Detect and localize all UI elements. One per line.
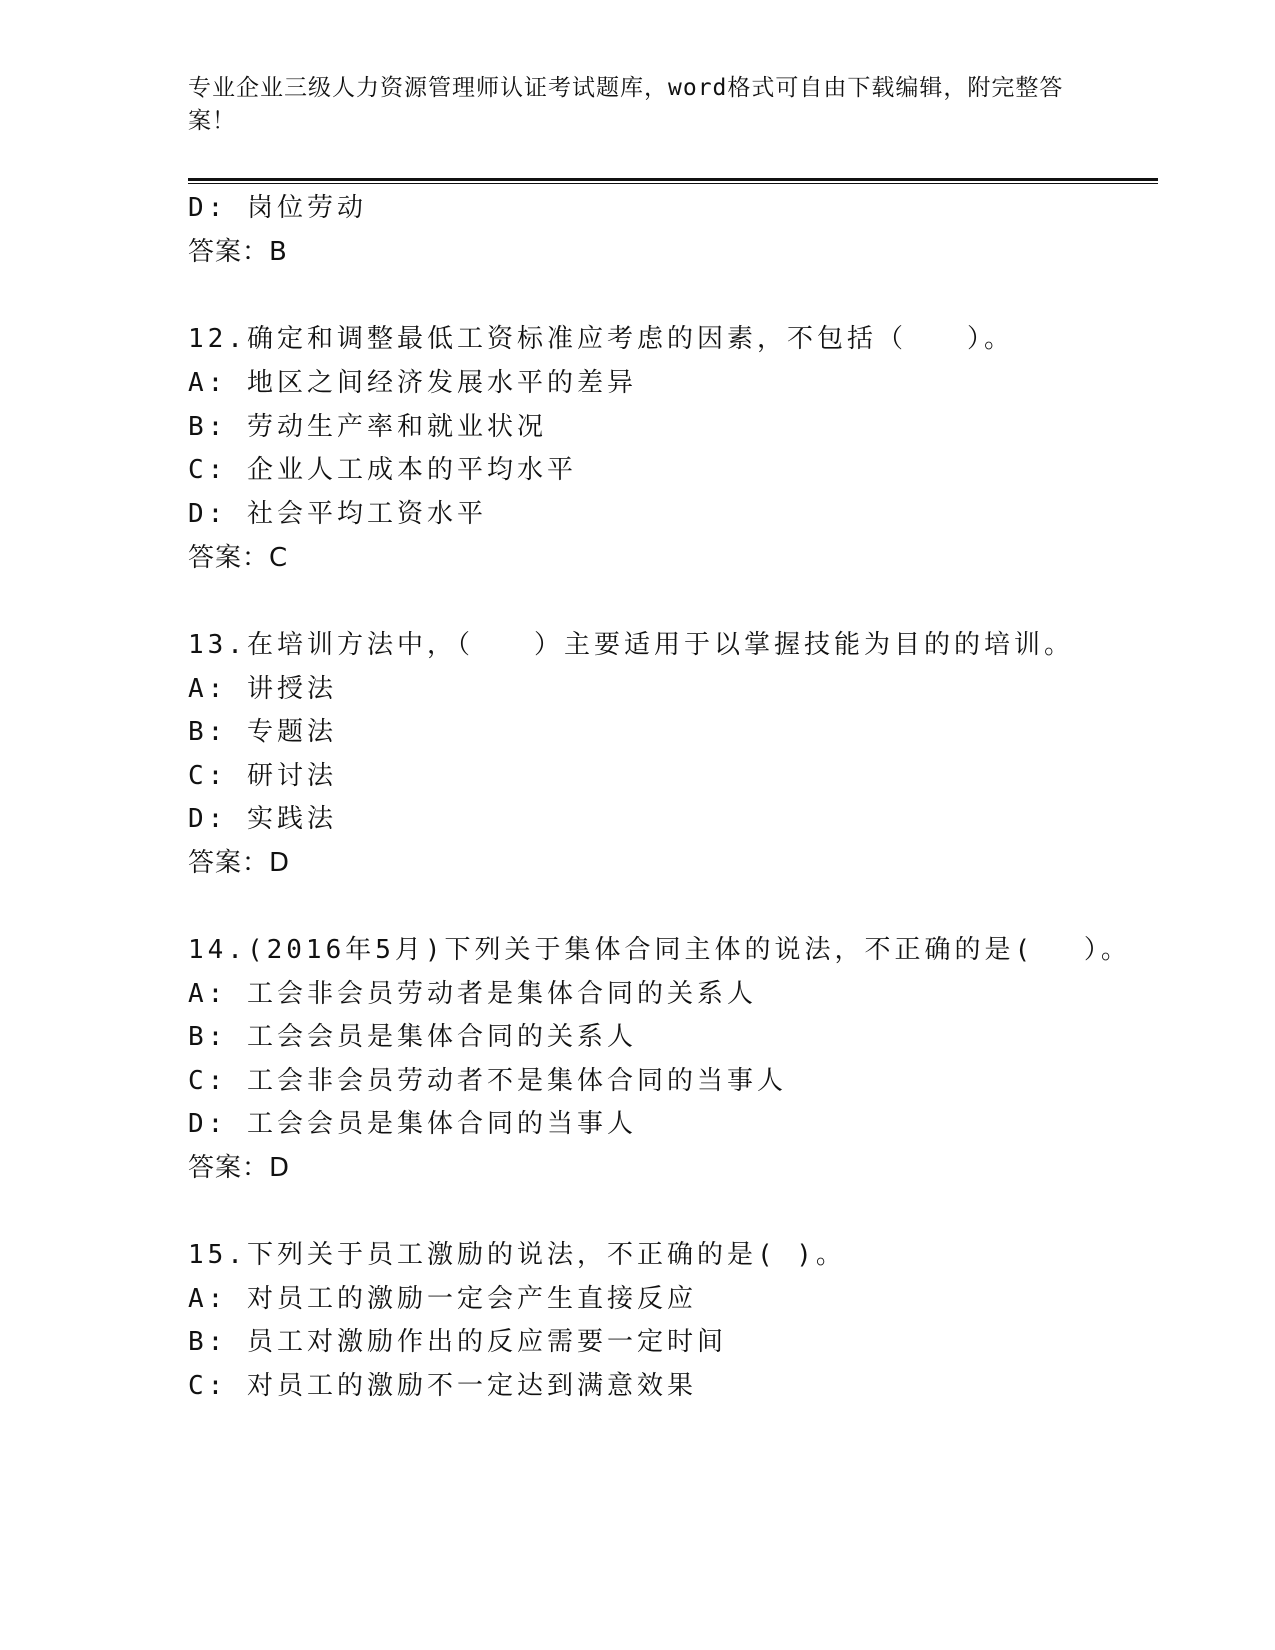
q12-option-c: C: 企业人工成本的平均水平 [188, 455, 577, 485]
q13-option-a: A: 讲授法 [188, 674, 337, 704]
q14-option-b: B: 工会会员是集体合同的关系人 [188, 1022, 637, 1052]
q13-option-b: B: 专题法 [188, 717, 337, 747]
q14-option-d: D: 工会会员是集体合同的当事人 [188, 1109, 637, 1139]
q12-option-a: A: 地区之间经济发展水平的差异 [188, 368, 637, 398]
q14-option-c: C: 工会非会员劳动者不是集体合同的当事人 [188, 1066, 787, 1096]
q13-option-c: C: 研讨法 [188, 761, 337, 791]
q13-option-d: D: 实践法 [188, 804, 337, 834]
q15-option-b: B: 员工对激励作出的反应需要一定时间 [188, 1327, 727, 1357]
q14-stem: 14.(2016年5月)下列关于集体合同主体的说法，不正确的是( ）。 [188, 935, 1131, 965]
q11-answer: 答案：B [188, 237, 288, 267]
q12-option-b: B: 劳动生产率和就业状况 [188, 412, 547, 442]
q11-option-d: D: 岗位劳动 [188, 193, 367, 223]
q13-stem: 13.在培训方法中，（ ）主要适用于以掌握技能为目的的培训。 [188, 630, 1074, 660]
document-header: 专业企业三级人力资源管理师认证考试题库，word格式可自由下载编辑，附完整答案！ [188, 75, 1064, 134]
q14-answer: 答案：D [188, 1153, 291, 1183]
q15-option-a: A: 对员工的激励一定会产生直接反应 [188, 1284, 697, 1314]
q15-stem: 15.下列关于员工激励的说法，不正确的是( )。 [188, 1240, 846, 1270]
q12-option-d: D: 社会平均工资水平 [188, 499, 487, 529]
header-rule-thin [188, 183, 1158, 184]
q14-option-a: A: 工会非会员劳动者是集体合同的关系人 [188, 979, 757, 1009]
q12-answer: 答案：C [188, 543, 289, 573]
q12-stem: 12.确定和调整最低工资标准应考虑的因素，不包括（ ）。 [188, 324, 1014, 354]
q15-option-c: C: 对员工的激励不一定达到满意效果 [188, 1371, 697, 1401]
q13-answer: 答案：D [188, 848, 291, 878]
header-rule-thick [188, 178, 1158, 181]
